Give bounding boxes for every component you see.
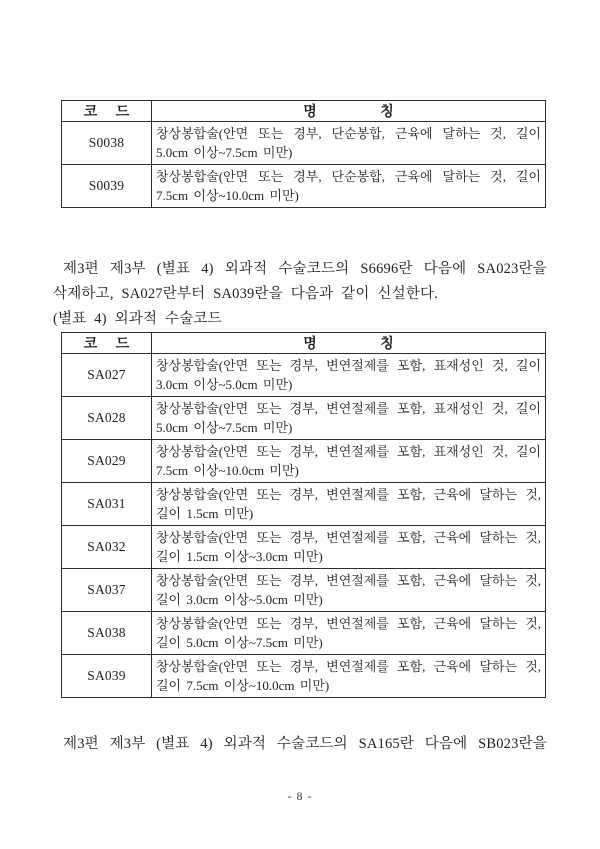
name-text-line2: 길이 3.0cm 이상~5.0cm 미만) xyxy=(156,592,323,607)
annex-table-caption: (별표 4) 외과적 수술코드 xyxy=(53,311,222,327)
name-text-line2: 길이 7.5cm 이상~10.0cm 미만) xyxy=(156,678,330,693)
code-cell: SA031 xyxy=(62,483,152,526)
name-cell xyxy=(152,165,546,208)
name-text-line1: 창상봉합술(안면 또는 경부, 변연절제를 포함, 근육에 달하는 것, xyxy=(156,530,541,545)
name-text-line1: 창상봉합술(안면 또는 경부, 변연절제를 포함, 표재성인 것, 길이 xyxy=(156,401,541,416)
name-text-line1: 창상봉합술(안면 또는 경부, 단순봉합, 근육에 달하는 것, 길이 xyxy=(156,126,541,141)
name-cell xyxy=(152,569,546,612)
amendment-paragraph-1 xyxy=(53,257,547,332)
code-cell: SA037 xyxy=(62,569,152,612)
name-text-line2: 3.0cm 이상~5.0cm 미만) xyxy=(156,377,293,392)
table-row xyxy=(62,354,546,397)
name-text-line1: 창상봉합술(안면 또는 경부, 변연절제를 포함, 근육에 달하는 것, xyxy=(156,573,541,588)
name-cell xyxy=(152,397,546,440)
table-row xyxy=(62,440,546,483)
code-cell: SA038 xyxy=(62,612,152,655)
name-cell xyxy=(152,526,546,569)
code-column-header: 코 드 xyxy=(62,333,152,354)
name-column-header: 명 칭 xyxy=(152,333,546,354)
name-cell xyxy=(152,655,546,698)
name-text-line2: 5.0cm 이상~7.5cm 미만) xyxy=(156,145,293,160)
name-cell xyxy=(152,122,546,165)
table-row xyxy=(62,569,546,612)
surgical-code-table-2 xyxy=(61,332,546,698)
code-cell: S0038 xyxy=(62,122,152,165)
table-row xyxy=(62,397,546,440)
name-cell xyxy=(152,483,546,526)
table-row xyxy=(62,655,546,698)
name-text-line1: 창상봉합술(안면 또는 경부, 변연절제를 포함, 근육에 달하는 것, xyxy=(156,659,541,674)
name-text-line2: 길이 5.0cm 이상~7.5cm 미만) xyxy=(156,635,323,650)
table-row xyxy=(62,526,546,569)
code-column-header: 코 드 xyxy=(62,101,152,122)
name-text-line2: 7.5cm 이상~10.0cm 미만) xyxy=(156,188,299,203)
name-text-line2: 5.0cm 이상~7.5cm 미만) xyxy=(156,420,293,435)
page-number: - 8 - xyxy=(287,789,313,803)
name-text-line1: 창상봉합술(안면 또는 경부, 단순봉합, 근육에 달하는 것, 길이 xyxy=(156,169,541,184)
code-cell: SA029 xyxy=(62,440,152,483)
table-row xyxy=(62,122,546,165)
table-row xyxy=(62,165,546,208)
name-text-line2: 7.5cm 이상~10.0cm 미만) xyxy=(156,463,299,478)
name-text-line1: 창상봉합술(안면 또는 경부, 변연절제를 포함, 근육에 달하는 것, xyxy=(156,616,541,631)
name-text-line1: 창상봉합술(안면 또는 경부, 변연절제를 포함, 근육에 달하는 것, xyxy=(156,487,541,502)
paragraph-line: 삭제하고, SA027란부터 SA039란을 다음과 같이 신설한다. xyxy=(53,286,439,302)
code-cell: SA027 xyxy=(62,354,152,397)
amendment-paragraph-2 xyxy=(53,732,547,757)
table-row xyxy=(62,612,546,655)
name-cell xyxy=(152,440,546,483)
table-header-row xyxy=(62,333,546,354)
surgical-code-table-1 xyxy=(61,100,546,208)
code-cell: SA039 xyxy=(62,655,152,698)
name-text-line2: 길이 1.5cm 미만) xyxy=(156,506,254,521)
name-text-line1: 창상봉합술(안면 또는 경부, 변연절제를 포함, 표재성인 것, 길이 xyxy=(156,444,541,459)
name-text-line1: 창상봉합술(안면 또는 경부, 변연절제를 포함, 표재성인 것, 길이 xyxy=(156,358,541,373)
paragraph-line: 제3편 제3부 (별표 4) 외과적 수술코드의 S6696란 다음에 SA023란을 xyxy=(63,261,547,277)
name-cell xyxy=(152,612,546,655)
code-cell: SA032 xyxy=(62,526,152,569)
code-cell: S0039 xyxy=(62,165,152,208)
name-column-header: 명 칭 xyxy=(152,101,546,122)
table-header-row xyxy=(62,101,546,122)
table-row xyxy=(62,483,546,526)
paragraph-line: 제3편 제3부 (별표 4) 외과적 수술코드의 SA165란 다음에 SB023란을 xyxy=(63,736,547,752)
name-cell xyxy=(152,354,546,397)
name-text-line2: 길이 1.5cm 이상~3.0cm 미만) xyxy=(156,549,323,564)
code-cell: SA028 xyxy=(62,397,152,440)
